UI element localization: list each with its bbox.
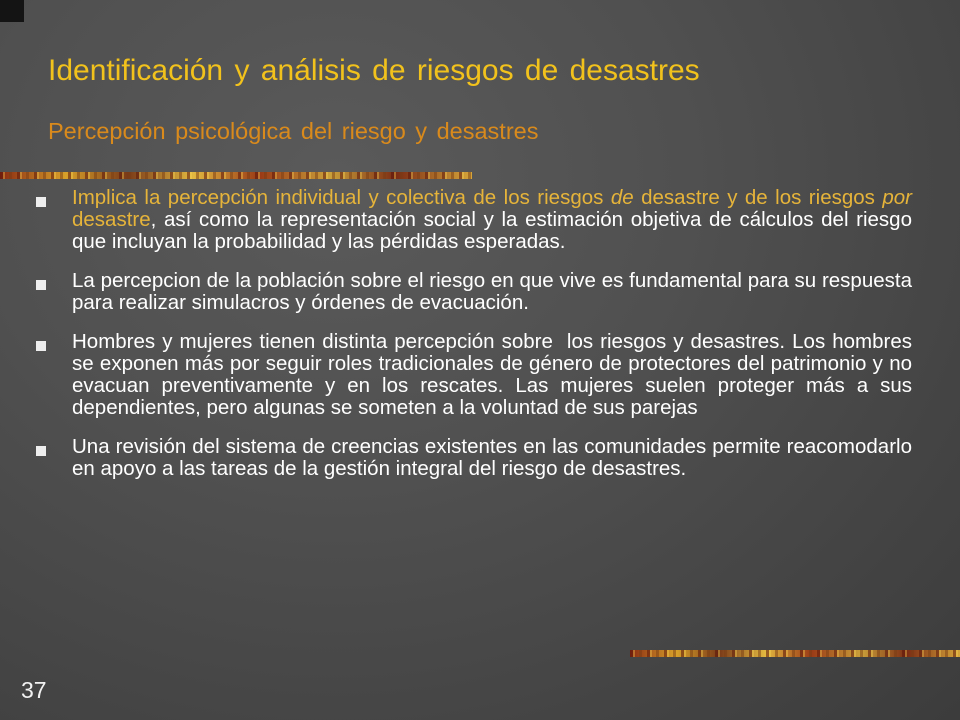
square-bullet-icon [36, 446, 46, 456]
bullet-text-3 [72, 330, 918, 419]
bullet-1-segment-5: desastre [72, 208, 151, 231]
decorative-strip-top [0, 172, 472, 179]
square-bullet-icon [36, 280, 46, 290]
bullet-1-segment-4: por [882, 186, 912, 209]
slide-subtitle: Percepción psicológica del riesgo y desastres [48, 118, 539, 144]
bullet-1-segment-1: Implica la percepción individual y colectiva de los riesgos [72, 186, 611, 209]
slide-title: Identificación y análisis de riesgos de desastres [48, 54, 700, 87]
bullet-item-4 [36, 436, 912, 480]
slide-number: 37 [21, 677, 47, 703]
bullet-list [36, 186, 918, 497]
bullet-2-segment-1: La percepcion de la población sobre el riesgo en que vive es fundamental para su respuesta para realizar simulacros y órdenes de evacuación. [72, 269, 912, 314]
square-bullet-icon [36, 341, 46, 351]
decorative-strip-bottom [630, 650, 960, 657]
bullet-3-segment-1: Hombres y mujeres tienen distinta percepción sobre los riesgos y desastres. Los hombres se exponen más por seguir roles tradicionales de género de protectores del patrimonio y no evacuan preventivamente y en los rescates. Las mujeres suelen proteger más a sus dependientes, pero algunas se someten a la voluntad de sus parejas [72, 330, 918, 419]
bullet-text-1 [72, 187, 912, 253]
bullet-item-3 [36, 330, 918, 419]
bullet-text-4 [72, 436, 912, 480]
bullet-item-1 [36, 187, 912, 253]
bullet-4-segment-1: Una revisión del sistema de creencias existentes en las comunidades permite reacomodarlo en apoyo a las tareas de la gestión integral del riesgo de desastres. [72, 435, 912, 480]
bullet-1-segment-3: desastre y de los riesgos [633, 186, 883, 209]
square-bullet-icon [36, 197, 46, 207]
bullet-item-2 [36, 270, 912, 314]
bullet-1-segment-6: , así como la representación social y la estimación objetiva de cálculos del riesgo que incluyan la probabilidad y las pérdidas esperadas. [72, 208, 912, 253]
corner-decoration [0, 0, 24, 22]
bullet-text-2 [72, 270, 912, 314]
bullet-1-segment-2: de [610, 186, 634, 209]
